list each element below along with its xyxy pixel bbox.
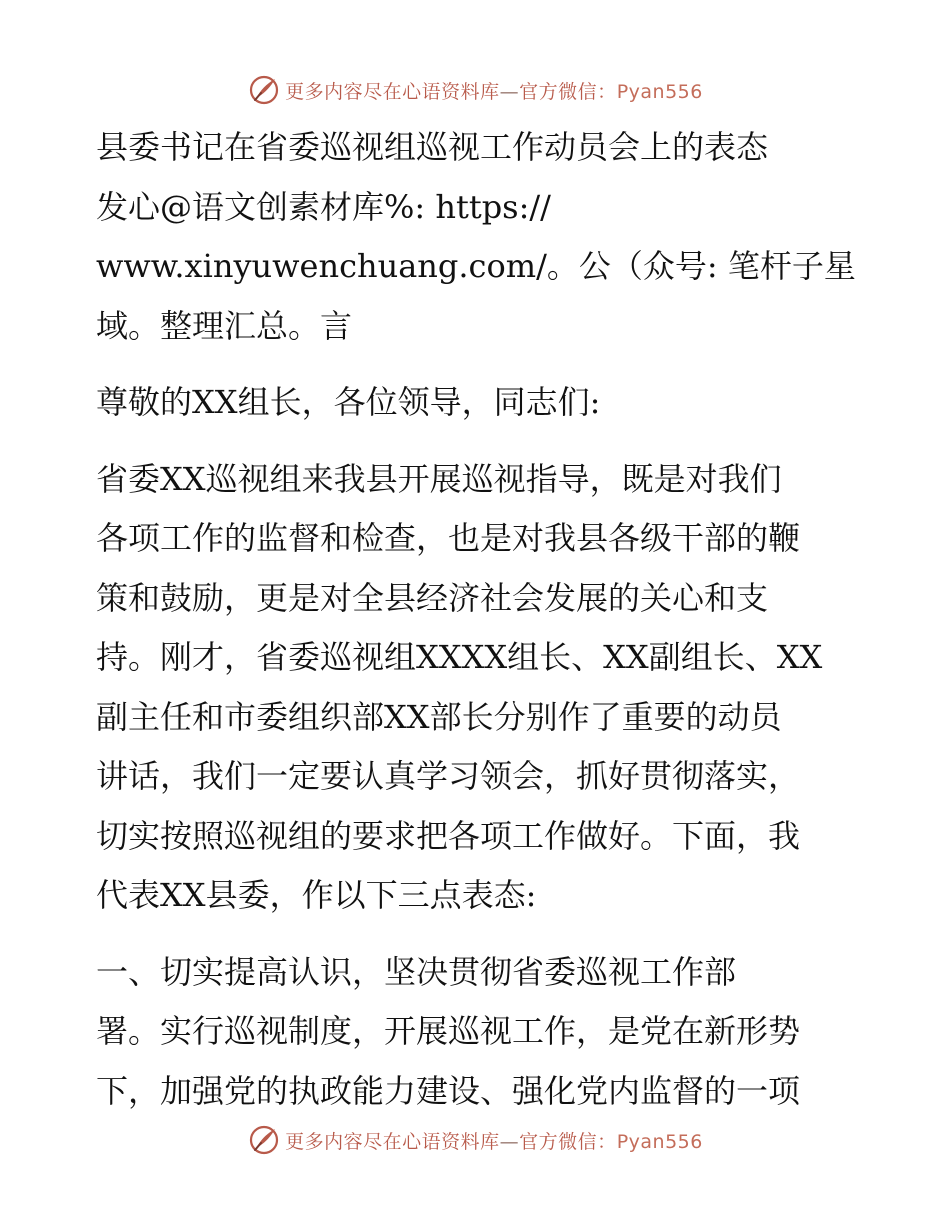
feather-pen-logo-icon (247, 1123, 281, 1157)
paragraph-line: 切实按照巡视组的要求把各项工作做好。下面，我 (96, 816, 801, 855)
header-watermark (0, 70, 950, 110)
feather-pen-logo-icon (247, 73, 281, 107)
title-line: 县委书记在省委巡视组巡视工作动员会上的表态 (96, 128, 769, 166)
document-title (96, 118, 856, 356)
footer-watermark (0, 1120, 950, 1160)
salutation-line: 尊敬的XX组长，各位领导，同志们: (96, 383, 601, 421)
watermark-wechat-id: Pyan556 (616, 1130, 703, 1153)
paragraph-line: 一、切实提高认识，坚决贯彻省委巡视工作部 (96, 952, 737, 991)
watermark-text (285, 77, 703, 104)
paragraph-line: 副主任和市委组织部XX部长分别作了重要的动员 (96, 697, 782, 736)
paragraph-line: 省委XX巡视组来我县开展巡视指导，既是对我们 (96, 459, 782, 498)
watermark-separator: — (499, 80, 520, 103)
title-line: 域。整理汇总。言 (96, 306, 353, 345)
paragraph-line: 持。刚才，省委巡视组XXXX组长、XX副组长、XX (96, 638, 823, 676)
paragraph-line: 代表XX县委，作以下三点表态: (96, 876, 537, 914)
title-line: www.xinyuwenchuang.com/。公（众号: 笔杆子星 (96, 247, 856, 285)
watermark-wechat-label: 官方微信： (519, 80, 617, 103)
watermark-separator: — (499, 1130, 520, 1153)
paragraph-line: 下，加强党的执政能力建设、强化党内监督的一项 (96, 1071, 801, 1110)
paragraph-line: 策和鼓励，更是对全县经济社会发展的关心和支 (96, 578, 769, 617)
watermark-site-text: 更多内容尽在心语资料库 (285, 1130, 500, 1153)
watermark-wechat-id: Pyan556 (616, 80, 703, 103)
document-body (96, 118, 856, 1121)
watermark-site-text: 更多内容尽在心语资料库 (285, 80, 500, 103)
watermark-text (285, 1127, 703, 1154)
title-line: 发心@语文创素材库%: https:// (96, 187, 551, 226)
paragraph-line: 各项工作的监督和检查，也是对我县各级干部的鞭 (96, 519, 801, 557)
salutation (96, 373, 856, 433)
paragraph-section-one (96, 943, 856, 1122)
paragraph-line: 署。实行巡视制度，开展巡视工作，是党在新形势 (96, 1012, 801, 1050)
paragraph-intro (96, 450, 856, 926)
watermark-wechat-label: 官方微信： (519, 1130, 617, 1153)
paragraph-line: 讲话，我们一定要认真学习领会，抓好贯彻落实， (96, 757, 801, 795)
